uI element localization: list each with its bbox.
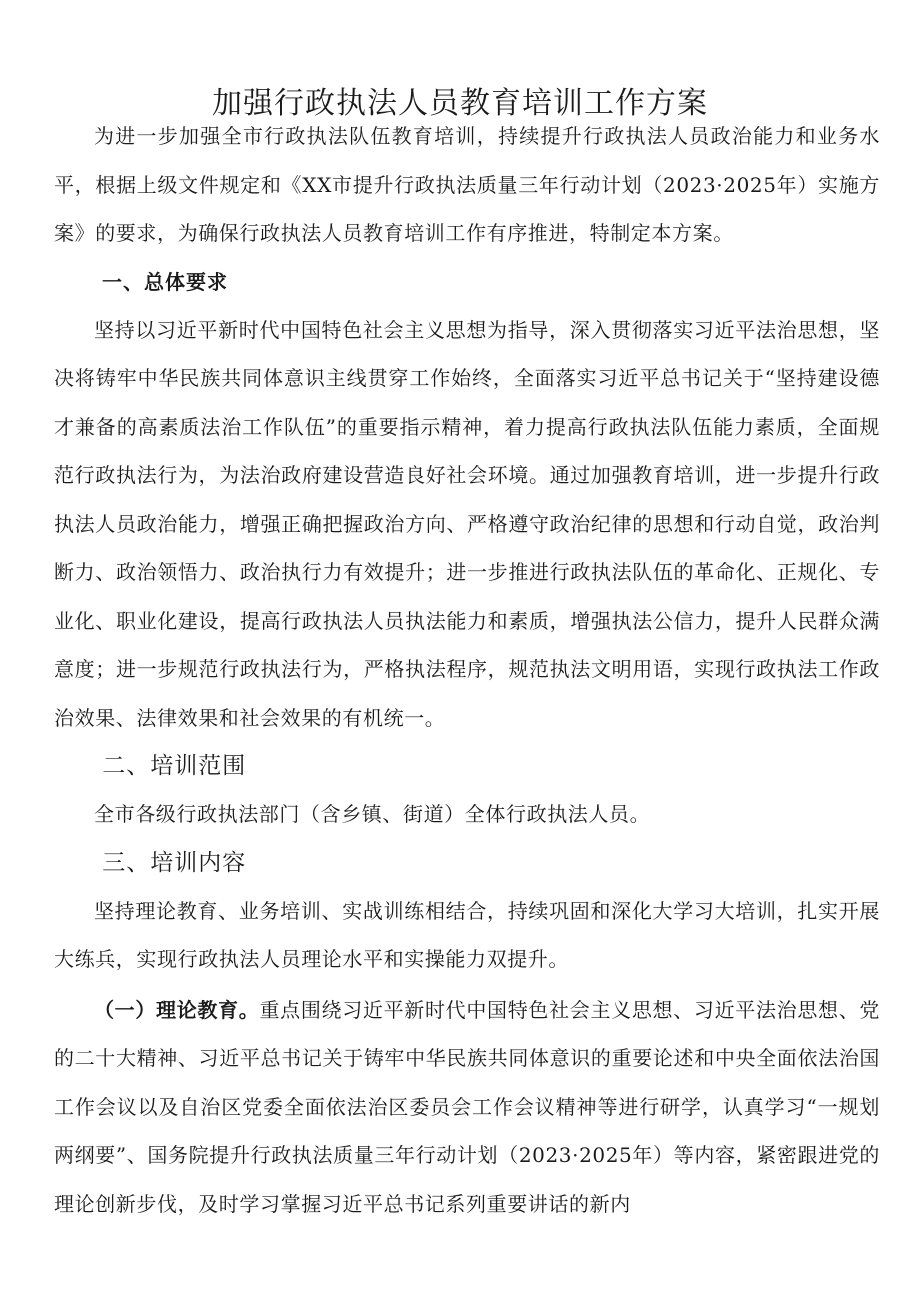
document-body bbox=[54, 112, 880, 1228]
intro-paragraph: 为进一步加强全市行政执法队伍教育培训，持续提升行政执法人员政治能力和业务水平，根据上级文件规定和《XX市提升行政执法质量三年行动计划（2023·2025年）实施方案》的要求，为确保行政执法人员教育培训工作有序推进，特制定本方案。 bbox=[54, 124, 880, 245]
theory-education-body: 重点围绕习近平新时代中国特色社会主义思想、习近平法治思想、党的二十大精神、习近平总书记关于铸牢中华民族共同体意识的重要论述和中央全面依法治国工作会议以及自治区党委全面依法治区委员会工作会议精神等进行研学，认真学习“一规划两纲要”、国务院提升行政执法质量三年行动计划（2023·2025年）等内容，紧密跟进党的理论创新步伐，及时学习掌握习近平总书记系列重要讲话的新内 bbox=[54, 997, 880, 1216]
page-title: 加强行政执法人员教育培训工作方案 bbox=[212, 86, 708, 122]
section-heading-training-content: 三、培训内容 bbox=[102, 849, 247, 876]
general-requirements-paragraph: 坚持以习近平新时代中国特色社会主义思想为指导，深入贯彻落实习近平法治思想，坚决将铸牢中华民族共同体意识主线贯穿工作始终，全面落实习近平总书记关于“坚持建设德才兼备的高素质法治工作队伍”的重要指示精神，着力提高行政执法队伍能力素质，全面规范行政执法行为，为法治政府建设营造良好社会环境。通过加强教育培训，进一步提升行政执法人员政治能力，增强正确把握政治方向、严格遵守政治纪律的思想和行动自觉，政治判断力、政治领悟力、政治执行力有效提升；进一步推进行政执法队伍的革命化、正规化、专业化、职业化建设，提高行政执法人员执法能力和素质，增强执法公信力，提升人民群众满意度；进一步规范行政执法行为，严格执法程序，规范执法文明用语，实现行政执法工作政治效果、法律效果和社会效果的有机统一。 bbox=[54, 317, 880, 730]
training-scope-paragraph: 全市各级行政执法部门（含乡镇、街道）全体行政执法人员。 bbox=[94, 802, 651, 826]
theory-education-paragraph bbox=[54, 986, 880, 1229]
theory-education-lead: （一）理论教育。 bbox=[94, 997, 260, 1022]
section-heading-training-scope: 二、培训范围 bbox=[102, 753, 247, 779]
training-content-paragraph: 坚持理论教育、业务培训、实战训练相结合，持续巩固和深化大学习大培训，扎实开展大练兵，实现行政执法人员理论水平和实操能力双提升。 bbox=[54, 898, 880, 971]
section-heading-general-requirements: 一、总体要求 bbox=[102, 269, 228, 294]
